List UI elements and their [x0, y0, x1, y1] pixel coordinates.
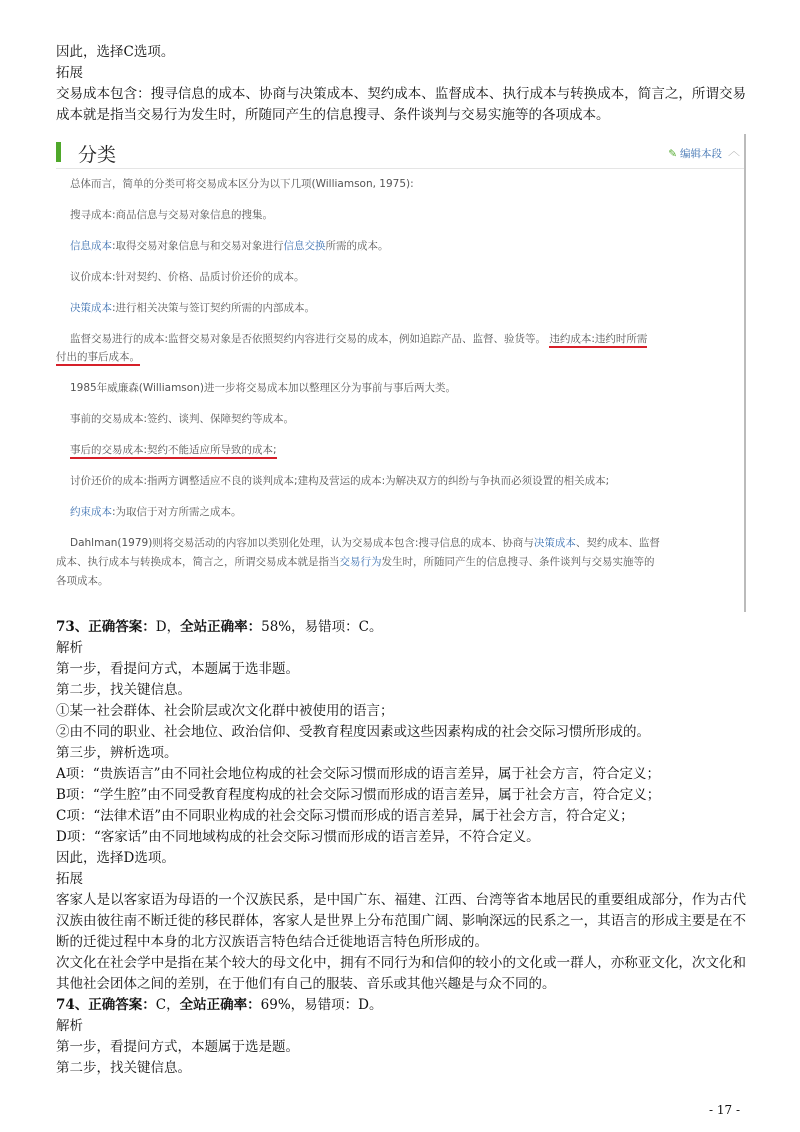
- link[interactable]: 信息交换: [283, 240, 326, 252]
- extension-paragraph: 客家人是以客家语为母语的一个汉族民系，是中国广东、福建、江西、台湾等省本地居民的重要组成部分，作为古代汉族由彼往南不断迁徙的移民群体，客家人是世界上分布范围广阔、影响深远的民系之一，其语言的形成主要是在不断的迁徙过程中本身的北方汉族语言特色结合迁徙地语言特色所形成的。: [56, 892, 746, 950]
- question-74-header: 74、正确答案：C，全站正确率：69%，易错项：D。: [56, 997, 383, 1013]
- text-line: 监督交易进行的成本:监督交易对象是否依照契约内容进行交易的成本，例如追踪产品、监督、验货等。 违约成本:违约时所需: [70, 331, 647, 346]
- page-content: [56, 0, 746, 1079]
- conclusion-line: 因此，选择C选项。: [56, 44, 175, 60]
- red-underline: 事后的交易成本:契约不能适应所导致的成本;: [70, 444, 277, 459]
- key-point: ①某一社会群体、社会阶层或次文化群中被使用的语言；: [56, 703, 394, 719]
- analysis-label: 解析: [56, 640, 83, 656]
- link[interactable]: 信息成本: [70, 240, 112, 252]
- section-header: [56, 134, 744, 169]
- edit-section-label: 编辑本段: [680, 148, 722, 160]
- text-line: 总体而言，简单的分类可将交易成本区分为以下几项(Williamson, 1975):: [70, 178, 414, 190]
- text-line: 成本、执行成本与转换成本，简言之，所谓交易成本就是指当交易行为发生时，所随同产生的信息搜寻、条件谈判与交易实施等的: [56, 556, 655, 568]
- text-line: 约束成本:为取信于对方所需之成本。: [70, 506, 242, 518]
- analysis-label: 解析: [56, 1018, 83, 1034]
- key-point: ②由不同的职业、社会地位、政治信仰、受教育程度因素或这些因素构成的社会交际习惯所形成的。: [56, 724, 650, 740]
- edit-section-link[interactable]: [668, 146, 722, 161]
- link[interactable]: 决策成本: [533, 537, 576, 549]
- red-underline: 付出的事后成本。: [56, 351, 140, 366]
- text-line: [70, 442, 277, 457]
- conclusion-line: 因此，选择D选项。: [56, 850, 175, 866]
- link[interactable]: 约束成本: [70, 506, 112, 518]
- link[interactable]: 决策成本: [70, 302, 112, 314]
- analysis-step: 第二步，找关键信息。: [56, 682, 191, 698]
- text-line: 讨价还价的成本:指两方调整适应不良的谈判成本;建构及营运的成本:为解决双方的纠纷与争执而必须设置的相关成本;: [70, 475, 610, 487]
- analysis-step: 第三步，辨析选项。: [56, 745, 178, 761]
- text-line: 搜寻成本:商品信息与交易对象信息的搜集。: [70, 209, 274, 221]
- text-line: 事前的交易成本:签约、谈判、保障契约等成本。: [70, 413, 295, 425]
- text-line: Dahlman(1979)则将交易活动的内容加以类别化处理，认为交易成本包含:搜寻信息的成本、协商与决策成本、契约成本、监督: [70, 537, 660, 549]
- text-line: 1985年威廉森(Williamson)进一步将交易成本加以整理区分为事前与事后两大类。: [70, 382, 456, 394]
- question-73-header: 73、正确答案：D，全站正确率：58%，易错项：C。: [56, 619, 383, 635]
- link[interactable]: 交易行为: [339, 556, 382, 568]
- text-line: 各项成本。: [56, 575, 109, 587]
- page-number: - 17 -: [708, 1103, 740, 1117]
- analysis-step: 第一步，看提问方式，本题属于选是题。: [56, 1039, 299, 1055]
- extension-paragraph: 次文化在社会学中是指在某个较大的母文化中，拥有不同行为和信仰的较小的文化或一群人，亦称亚文化，次文化和其他社会团体之间的差别，在于他们有自己的服装、音乐或其他兴趣是与众不同的。: [56, 955, 746, 992]
- analysis-step: 第二步，找关键信息。: [56, 1060, 191, 1076]
- baike-screenshot: [56, 134, 746, 612]
- option-analysis: A项：“贵族语言”由不同社会地位构成的社会交际习惯而形成的语言差异，属于社会方言，符合定义；: [56, 766, 661, 782]
- extension-paragraph: 交易成本包含：搜寻信息的成本、协商与决策成本、契约成本、监督成本、执行成本与转换成本，简言之，所谓交易成本就是指当交易行为发生时，所随同产生的信息搜寻、条件谈判与交易实施等的各项成本。: [56, 86, 746, 123]
- option-analysis: D项：“客家话”由不同地域构成的社会交际习惯而形成的语言差异，不符合定义。: [56, 829, 540, 845]
- extension-label: 拓展: [56, 65, 83, 81]
- analysis-step: 第一步，看提问方式，本题属于选非题。: [56, 661, 299, 677]
- collapse-icon[interactable]: ︿: [727, 144, 740, 158]
- text-line: 信息成本:取得交易对象信息与和交易对象进行信息交换所需的成本。: [70, 240, 389, 252]
- section-title: 分类: [78, 144, 117, 166]
- text-line: 议价成本:针对契约、价格、品质讨价还价的成本。: [70, 271, 305, 283]
- extension-label: 拓展: [56, 871, 83, 887]
- pencil-icon: ✎: [668, 148, 677, 160]
- text-line: 决策成本:进行相关决策与签订契约所需的内部成本。: [70, 302, 316, 314]
- section-accent-bar: [56, 142, 61, 162]
- option-analysis: B项：“学生腔”由不同受教育程度构成的社会交际习惯而形成的语言差异，属于社会方言，符合定义；: [56, 787, 661, 803]
- text-line: [56, 349, 140, 364]
- red-underline: 违约成本:违约时所需: [549, 333, 647, 348]
- option-analysis: C项：“法律术语”由不同职业构成的社会交际习惯而形成的语言差异，属于社会方言，符合定义；: [56, 808, 634, 824]
